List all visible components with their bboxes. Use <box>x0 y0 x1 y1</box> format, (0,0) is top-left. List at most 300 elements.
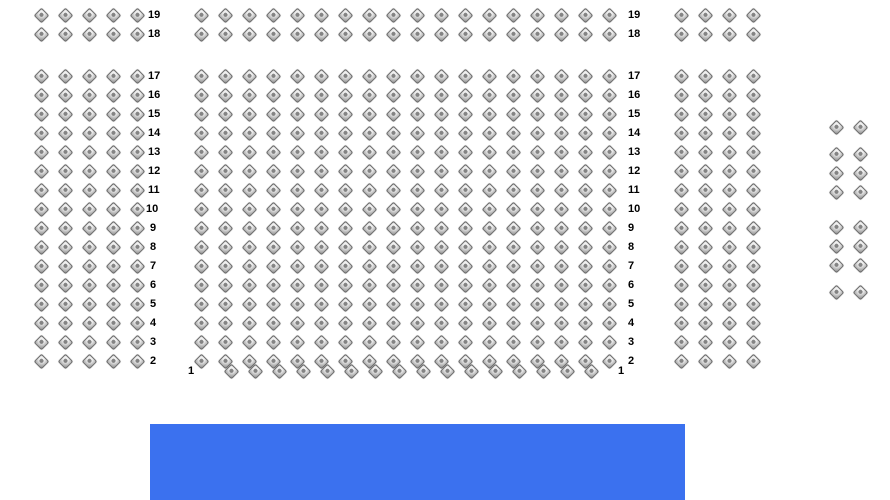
diamond-seat-icon[interactable] <box>578 69 594 85</box>
diamond-seat-icon[interactable] <box>410 107 426 123</box>
diamond-seat-icon[interactable] <box>434 278 450 294</box>
diamond-seat-icon[interactable] <box>218 107 234 123</box>
diamond-seat-icon[interactable] <box>266 8 282 24</box>
diamond-seat-icon[interactable] <box>58 27 74 43</box>
diamond-seat-icon[interactable] <box>746 69 762 85</box>
diamond-seat-icon[interactable] <box>242 278 258 294</box>
diamond-seat-icon[interactable] <box>106 354 122 370</box>
diamond-seat-icon[interactable] <box>194 164 210 180</box>
diamond-seat-icon[interactable] <box>674 335 690 351</box>
diamond-seat-icon[interactable] <box>58 8 74 24</box>
diamond-seat-icon[interactable] <box>530 27 546 43</box>
diamond-seat-icon[interactable] <box>434 164 450 180</box>
diamond-seat-icon[interactable] <box>482 27 498 43</box>
diamond-seat-icon[interactable] <box>194 221 210 237</box>
diamond-seat-icon[interactable] <box>338 8 354 24</box>
diamond-seat-icon[interactable] <box>746 278 762 294</box>
diamond-seat-icon[interactable] <box>530 145 546 161</box>
diamond-seat-icon[interactable] <box>266 88 282 104</box>
diamond-seat-icon[interactable] <box>242 316 258 332</box>
diamond-seat-icon[interactable] <box>458 240 474 256</box>
diamond-seat-icon[interactable] <box>338 88 354 104</box>
diamond-seat-icon[interactable] <box>130 8 146 24</box>
diamond-seat-icon[interactable] <box>602 202 618 218</box>
diamond-seat-icon[interactable] <box>106 240 122 256</box>
diamond-seat-icon[interactable] <box>82 107 98 123</box>
diamond-seat-icon[interactable] <box>130 126 146 142</box>
diamond-seat-icon[interactable] <box>218 164 234 180</box>
diamond-seat-icon[interactable] <box>530 107 546 123</box>
diamond-seat-icon[interactable] <box>458 126 474 142</box>
diamond-seat-icon[interactable] <box>482 240 498 256</box>
diamond-seat-icon[interactable] <box>530 88 546 104</box>
diamond-seat-icon[interactable] <box>530 316 546 332</box>
diamond-seat-icon[interactable] <box>506 335 522 351</box>
diamond-seat-icon[interactable] <box>242 259 258 275</box>
diamond-seat-icon[interactable] <box>554 69 570 85</box>
diamond-seat-icon[interactable] <box>130 88 146 104</box>
diamond-seat-icon[interactable] <box>602 335 618 351</box>
diamond-seat-icon[interactable] <box>746 126 762 142</box>
diamond-seat-icon[interactable] <box>602 107 618 123</box>
diamond-seat-icon[interactable] <box>194 202 210 218</box>
diamond-seat-icon[interactable] <box>434 88 450 104</box>
diamond-seat-icon[interactable] <box>829 239 845 255</box>
diamond-seat-icon[interactable] <box>290 240 306 256</box>
diamond-seat-icon[interactable] <box>434 8 450 24</box>
diamond-seat-icon[interactable] <box>58 107 74 123</box>
diamond-seat-icon[interactable] <box>722 316 738 332</box>
diamond-seat-icon[interactable] <box>362 107 378 123</box>
diamond-seat-icon[interactable] <box>338 107 354 123</box>
diamond-seat-icon[interactable] <box>82 202 98 218</box>
diamond-seat-icon[interactable] <box>290 126 306 142</box>
diamond-seat-icon[interactable] <box>530 297 546 313</box>
diamond-seat-icon[interactable] <box>314 278 330 294</box>
diamond-seat-icon[interactable] <box>338 221 354 237</box>
diamond-seat-icon[interactable] <box>218 27 234 43</box>
diamond-seat-icon[interactable] <box>314 316 330 332</box>
diamond-seat-icon[interactable] <box>482 297 498 313</box>
diamond-seat-icon[interactable] <box>290 278 306 294</box>
diamond-seat-icon[interactable] <box>674 27 690 43</box>
diamond-seat-icon[interactable] <box>746 221 762 237</box>
diamond-seat-icon[interactable] <box>853 258 869 274</box>
diamond-seat-icon[interactable] <box>338 316 354 332</box>
diamond-seat-icon[interactable] <box>218 335 234 351</box>
diamond-seat-icon[interactable] <box>698 354 714 370</box>
diamond-seat-icon[interactable] <box>530 259 546 275</box>
diamond-seat-icon[interactable] <box>34 297 50 313</box>
diamond-seat-icon[interactable] <box>290 145 306 161</box>
diamond-seat-icon[interactable] <box>722 27 738 43</box>
diamond-seat-icon[interactable] <box>602 8 618 24</box>
diamond-seat-icon[interactable] <box>338 278 354 294</box>
diamond-seat-icon[interactable] <box>58 297 74 313</box>
diamond-seat-icon[interactable] <box>314 221 330 237</box>
diamond-seat-icon[interactable] <box>362 202 378 218</box>
diamond-seat-icon[interactable] <box>386 316 402 332</box>
diamond-seat-icon[interactable] <box>194 183 210 199</box>
diamond-seat-icon[interactable] <box>722 354 738 370</box>
diamond-seat-icon[interactable] <box>602 259 618 275</box>
diamond-seat-icon[interactable] <box>106 107 122 123</box>
diamond-seat-icon[interactable] <box>242 126 258 142</box>
diamond-seat-icon[interactable] <box>434 145 450 161</box>
diamond-seat-icon[interactable] <box>106 164 122 180</box>
diamond-seat-icon[interactable] <box>58 240 74 256</box>
diamond-seat-icon[interactable] <box>506 126 522 142</box>
diamond-seat-icon[interactable] <box>722 297 738 313</box>
diamond-seat-icon[interactable] <box>362 221 378 237</box>
diamond-seat-icon[interactable] <box>482 145 498 161</box>
diamond-seat-icon[interactable] <box>506 202 522 218</box>
diamond-seat-icon[interactable] <box>530 183 546 199</box>
diamond-seat-icon[interactable] <box>410 183 426 199</box>
diamond-seat-icon[interactable] <box>698 297 714 313</box>
diamond-seat-icon[interactable] <box>434 316 450 332</box>
diamond-seat-icon[interactable] <box>410 259 426 275</box>
diamond-seat-icon[interactable] <box>130 145 146 161</box>
diamond-seat-icon[interactable] <box>506 316 522 332</box>
diamond-seat-icon[interactable] <box>746 88 762 104</box>
diamond-seat-icon[interactable] <box>458 259 474 275</box>
diamond-seat-icon[interactable] <box>722 202 738 218</box>
diamond-seat-icon[interactable] <box>530 221 546 237</box>
diamond-seat-icon[interactable] <box>58 69 74 85</box>
diamond-seat-icon[interactable] <box>386 202 402 218</box>
diamond-seat-icon[interactable] <box>34 107 50 123</box>
diamond-seat-icon[interactable] <box>314 69 330 85</box>
diamond-seat-icon[interactable] <box>130 69 146 85</box>
diamond-seat-icon[interactable] <box>554 297 570 313</box>
diamond-seat-icon[interactable] <box>410 88 426 104</box>
diamond-seat-icon[interactable] <box>362 164 378 180</box>
diamond-seat-icon[interactable] <box>266 145 282 161</box>
diamond-seat-icon[interactable] <box>458 278 474 294</box>
diamond-seat-icon[interactable] <box>506 221 522 237</box>
diamond-seat-icon[interactable] <box>530 126 546 142</box>
diamond-seat-icon[interactable] <box>58 335 74 351</box>
diamond-seat-icon[interactable] <box>602 316 618 332</box>
diamond-seat-icon[interactable] <box>482 202 498 218</box>
diamond-seat-icon[interactable] <box>58 183 74 199</box>
diamond-seat-icon[interactable] <box>106 183 122 199</box>
diamond-seat-icon[interactable] <box>722 8 738 24</box>
diamond-seat-icon[interactable] <box>82 126 98 142</box>
diamond-seat-icon[interactable] <box>266 240 282 256</box>
diamond-seat-icon[interactable] <box>266 335 282 351</box>
diamond-seat-icon[interactable] <box>106 145 122 161</box>
diamond-seat-icon[interactable] <box>829 285 845 301</box>
diamond-seat-icon[interactable] <box>106 335 122 351</box>
diamond-seat-icon[interactable] <box>482 88 498 104</box>
diamond-seat-icon[interactable] <box>338 183 354 199</box>
diamond-seat-icon[interactable] <box>266 164 282 180</box>
diamond-seat-icon[interactable] <box>82 27 98 43</box>
diamond-seat-icon[interactable] <box>554 316 570 332</box>
diamond-seat-icon[interactable] <box>458 8 474 24</box>
diamond-seat-icon[interactable] <box>578 335 594 351</box>
diamond-seat-icon[interactable] <box>410 316 426 332</box>
diamond-seat-icon[interactable] <box>722 69 738 85</box>
diamond-seat-icon[interactable] <box>434 107 450 123</box>
diamond-seat-icon[interactable] <box>362 259 378 275</box>
diamond-seat-icon[interactable] <box>434 27 450 43</box>
diamond-seat-icon[interactable] <box>554 107 570 123</box>
diamond-seat-icon[interactable] <box>578 107 594 123</box>
diamond-seat-icon[interactable] <box>194 107 210 123</box>
diamond-seat-icon[interactable] <box>130 164 146 180</box>
diamond-seat-icon[interactable] <box>578 297 594 313</box>
diamond-seat-icon[interactable] <box>410 278 426 294</box>
diamond-seat-icon[interactable] <box>290 88 306 104</box>
diamond-seat-icon[interactable] <box>290 107 306 123</box>
diamond-seat-icon[interactable] <box>434 126 450 142</box>
diamond-seat-icon[interactable] <box>34 183 50 199</box>
diamond-seat-icon[interactable] <box>674 259 690 275</box>
diamond-seat-icon[interactable] <box>458 297 474 313</box>
diamond-seat-icon[interactable] <box>82 145 98 161</box>
diamond-seat-icon[interactable] <box>58 278 74 294</box>
diamond-seat-icon[interactable] <box>853 147 869 163</box>
diamond-seat-icon[interactable] <box>698 316 714 332</box>
diamond-seat-icon[interactable] <box>410 202 426 218</box>
diamond-seat-icon[interactable] <box>338 259 354 275</box>
diamond-seat-icon[interactable] <box>130 240 146 256</box>
diamond-seat-icon[interactable] <box>106 278 122 294</box>
diamond-seat-icon[interactable] <box>506 240 522 256</box>
diamond-seat-icon[interactable] <box>722 164 738 180</box>
diamond-seat-icon[interactable] <box>506 145 522 161</box>
diamond-seat-icon[interactable] <box>698 126 714 142</box>
diamond-seat-icon[interactable] <box>578 126 594 142</box>
diamond-seat-icon[interactable] <box>266 69 282 85</box>
diamond-seat-icon[interactable] <box>34 88 50 104</box>
diamond-seat-icon[interactable] <box>314 297 330 313</box>
diamond-seat-icon[interactable] <box>578 221 594 237</box>
diamond-seat-icon[interactable] <box>578 8 594 24</box>
diamond-seat-icon[interactable] <box>578 27 594 43</box>
diamond-seat-icon[interactable] <box>386 259 402 275</box>
diamond-seat-icon[interactable] <box>386 183 402 199</box>
diamond-seat-icon[interactable] <box>530 278 546 294</box>
diamond-seat-icon[interactable] <box>506 183 522 199</box>
diamond-seat-icon[interactable] <box>386 126 402 142</box>
diamond-seat-icon[interactable] <box>746 107 762 123</box>
diamond-seat-icon[interactable] <box>106 316 122 332</box>
diamond-seat-icon[interactable] <box>362 335 378 351</box>
diamond-seat-icon[interactable] <box>746 316 762 332</box>
diamond-seat-icon[interactable] <box>674 221 690 237</box>
diamond-seat-icon[interactable] <box>106 259 122 275</box>
diamond-seat-icon[interactable] <box>242 335 258 351</box>
diamond-seat-icon[interactable] <box>266 278 282 294</box>
diamond-seat-icon[interactable] <box>386 27 402 43</box>
diamond-seat-icon[interactable] <box>194 8 210 24</box>
diamond-seat-icon[interactable] <box>386 145 402 161</box>
diamond-seat-icon[interactable] <box>530 164 546 180</box>
diamond-seat-icon[interactable] <box>602 183 618 199</box>
diamond-seat-icon[interactable] <box>386 335 402 351</box>
diamond-seat-icon[interactable] <box>746 354 762 370</box>
diamond-seat-icon[interactable] <box>602 278 618 294</box>
diamond-seat-icon[interactable] <box>290 259 306 275</box>
diamond-seat-icon[interactable] <box>458 145 474 161</box>
diamond-seat-icon[interactable] <box>746 297 762 313</box>
diamond-seat-icon[interactable] <box>386 107 402 123</box>
diamond-seat-icon[interactable] <box>314 27 330 43</box>
diamond-seat-icon[interactable] <box>242 27 258 43</box>
diamond-seat-icon[interactable] <box>482 107 498 123</box>
diamond-seat-icon[interactable] <box>458 183 474 199</box>
diamond-seat-icon[interactable] <box>674 164 690 180</box>
diamond-seat-icon[interactable] <box>674 88 690 104</box>
diamond-seat-icon[interactable] <box>218 297 234 313</box>
diamond-seat-icon[interactable] <box>130 221 146 237</box>
diamond-seat-icon[interactable] <box>82 354 98 370</box>
diamond-seat-icon[interactable] <box>530 69 546 85</box>
diamond-seat-icon[interactable] <box>746 27 762 43</box>
diamond-seat-icon[interactable] <box>482 183 498 199</box>
diamond-seat-icon[interactable] <box>314 183 330 199</box>
diamond-seat-icon[interactable] <box>242 221 258 237</box>
diamond-seat-icon[interactable] <box>722 259 738 275</box>
diamond-seat-icon[interactable] <box>410 126 426 142</box>
diamond-seat-icon[interactable] <box>106 69 122 85</box>
diamond-seat-icon[interactable] <box>386 278 402 294</box>
diamond-seat-icon[interactable] <box>194 145 210 161</box>
diamond-seat-icon[interactable] <box>722 278 738 294</box>
diamond-seat-icon[interactable] <box>674 278 690 294</box>
diamond-seat-icon[interactable] <box>410 69 426 85</box>
diamond-seat-icon[interactable] <box>674 126 690 142</box>
diamond-seat-icon[interactable] <box>362 297 378 313</box>
diamond-seat-icon[interactable] <box>829 185 845 201</box>
diamond-seat-icon[interactable] <box>674 297 690 313</box>
diamond-seat-icon[interactable] <box>314 164 330 180</box>
diamond-seat-icon[interactable] <box>362 27 378 43</box>
diamond-seat-icon[interactable] <box>362 69 378 85</box>
diamond-seat-icon[interactable] <box>130 259 146 275</box>
diamond-seat-icon[interactable] <box>506 278 522 294</box>
diamond-seat-icon[interactable] <box>290 316 306 332</box>
diamond-seat-icon[interactable] <box>386 164 402 180</box>
diamond-seat-icon[interactable] <box>34 335 50 351</box>
diamond-seat-icon[interactable] <box>266 221 282 237</box>
diamond-seat-icon[interactable] <box>698 88 714 104</box>
diamond-seat-icon[interactable] <box>698 221 714 237</box>
diamond-seat-icon[interactable] <box>410 27 426 43</box>
diamond-seat-icon[interactable] <box>410 240 426 256</box>
diamond-seat-icon[interactable] <box>434 221 450 237</box>
diamond-seat-icon[interactable] <box>578 259 594 275</box>
diamond-seat-icon[interactable] <box>578 202 594 218</box>
diamond-seat-icon[interactable] <box>290 69 306 85</box>
diamond-seat-icon[interactable] <box>314 126 330 142</box>
diamond-seat-icon[interactable] <box>82 221 98 237</box>
diamond-seat-icon[interactable] <box>194 297 210 313</box>
diamond-seat-icon[interactable] <box>242 297 258 313</box>
diamond-seat-icon[interactable] <box>530 240 546 256</box>
diamond-seat-icon[interactable] <box>82 69 98 85</box>
diamond-seat-icon[interactable] <box>194 316 210 332</box>
diamond-seat-icon[interactable] <box>58 145 74 161</box>
diamond-seat-icon[interactable] <box>194 240 210 256</box>
diamond-seat-icon[interactable] <box>434 297 450 313</box>
diamond-seat-icon[interactable] <box>194 354 210 370</box>
diamond-seat-icon[interactable] <box>674 240 690 256</box>
diamond-seat-icon[interactable] <box>602 221 618 237</box>
diamond-seat-icon[interactable] <box>34 27 50 43</box>
diamond-seat-icon[interactable] <box>578 316 594 332</box>
diamond-seat-icon[interactable] <box>34 316 50 332</box>
diamond-seat-icon[interactable] <box>130 316 146 332</box>
diamond-seat-icon[interactable] <box>434 202 450 218</box>
diamond-seat-icon[interactable] <box>58 221 74 237</box>
diamond-seat-icon[interactable] <box>218 88 234 104</box>
diamond-seat-icon[interactable] <box>362 145 378 161</box>
diamond-seat-icon[interactable] <box>674 202 690 218</box>
diamond-seat-icon[interactable] <box>194 27 210 43</box>
diamond-seat-icon[interactable] <box>242 88 258 104</box>
diamond-seat-icon[interactable] <box>698 107 714 123</box>
diamond-seat-icon[interactable] <box>482 316 498 332</box>
diamond-seat-icon[interactable] <box>58 202 74 218</box>
diamond-seat-icon[interactable] <box>362 8 378 24</box>
diamond-seat-icon[interactable] <box>829 166 845 182</box>
diamond-seat-icon[interactable] <box>266 27 282 43</box>
diamond-seat-icon[interactable] <box>290 183 306 199</box>
diamond-seat-icon[interactable] <box>554 183 570 199</box>
diamond-seat-icon[interactable] <box>554 221 570 237</box>
diamond-seat-icon[interactable] <box>34 164 50 180</box>
diamond-seat-icon[interactable] <box>218 278 234 294</box>
diamond-seat-icon[interactable] <box>338 335 354 351</box>
diamond-seat-icon[interactable] <box>314 145 330 161</box>
diamond-seat-icon[interactable] <box>698 183 714 199</box>
diamond-seat-icon[interactable] <box>458 221 474 237</box>
diamond-seat-icon[interactable] <box>434 183 450 199</box>
diamond-seat-icon[interactable] <box>82 8 98 24</box>
diamond-seat-icon[interactable] <box>506 8 522 24</box>
diamond-seat-icon[interactable] <box>386 297 402 313</box>
diamond-seat-icon[interactable] <box>722 221 738 237</box>
diamond-seat-icon[interactable] <box>130 183 146 199</box>
diamond-seat-icon[interactable] <box>853 185 869 201</box>
diamond-seat-icon[interactable] <box>602 69 618 85</box>
diamond-seat-icon[interactable] <box>34 221 50 237</box>
diamond-seat-icon[interactable] <box>722 88 738 104</box>
diamond-seat-icon[interactable] <box>410 297 426 313</box>
diamond-seat-icon[interactable] <box>434 335 450 351</box>
diamond-seat-icon[interactable] <box>82 316 98 332</box>
diamond-seat-icon[interactable] <box>746 202 762 218</box>
diamond-seat-icon[interactable] <box>722 335 738 351</box>
diamond-seat-icon[interactable] <box>602 88 618 104</box>
diamond-seat-icon[interactable] <box>82 259 98 275</box>
diamond-seat-icon[interactable] <box>242 240 258 256</box>
diamond-seat-icon[interactable] <box>266 316 282 332</box>
diamond-seat-icon[interactable] <box>698 69 714 85</box>
diamond-seat-icon[interactable] <box>266 202 282 218</box>
diamond-seat-icon[interactable] <box>362 278 378 294</box>
diamond-seat-icon[interactable] <box>554 202 570 218</box>
diamond-seat-icon[interactable] <box>338 202 354 218</box>
diamond-seat-icon[interactable] <box>362 126 378 142</box>
diamond-seat-icon[interactable] <box>482 164 498 180</box>
diamond-seat-icon[interactable] <box>34 8 50 24</box>
